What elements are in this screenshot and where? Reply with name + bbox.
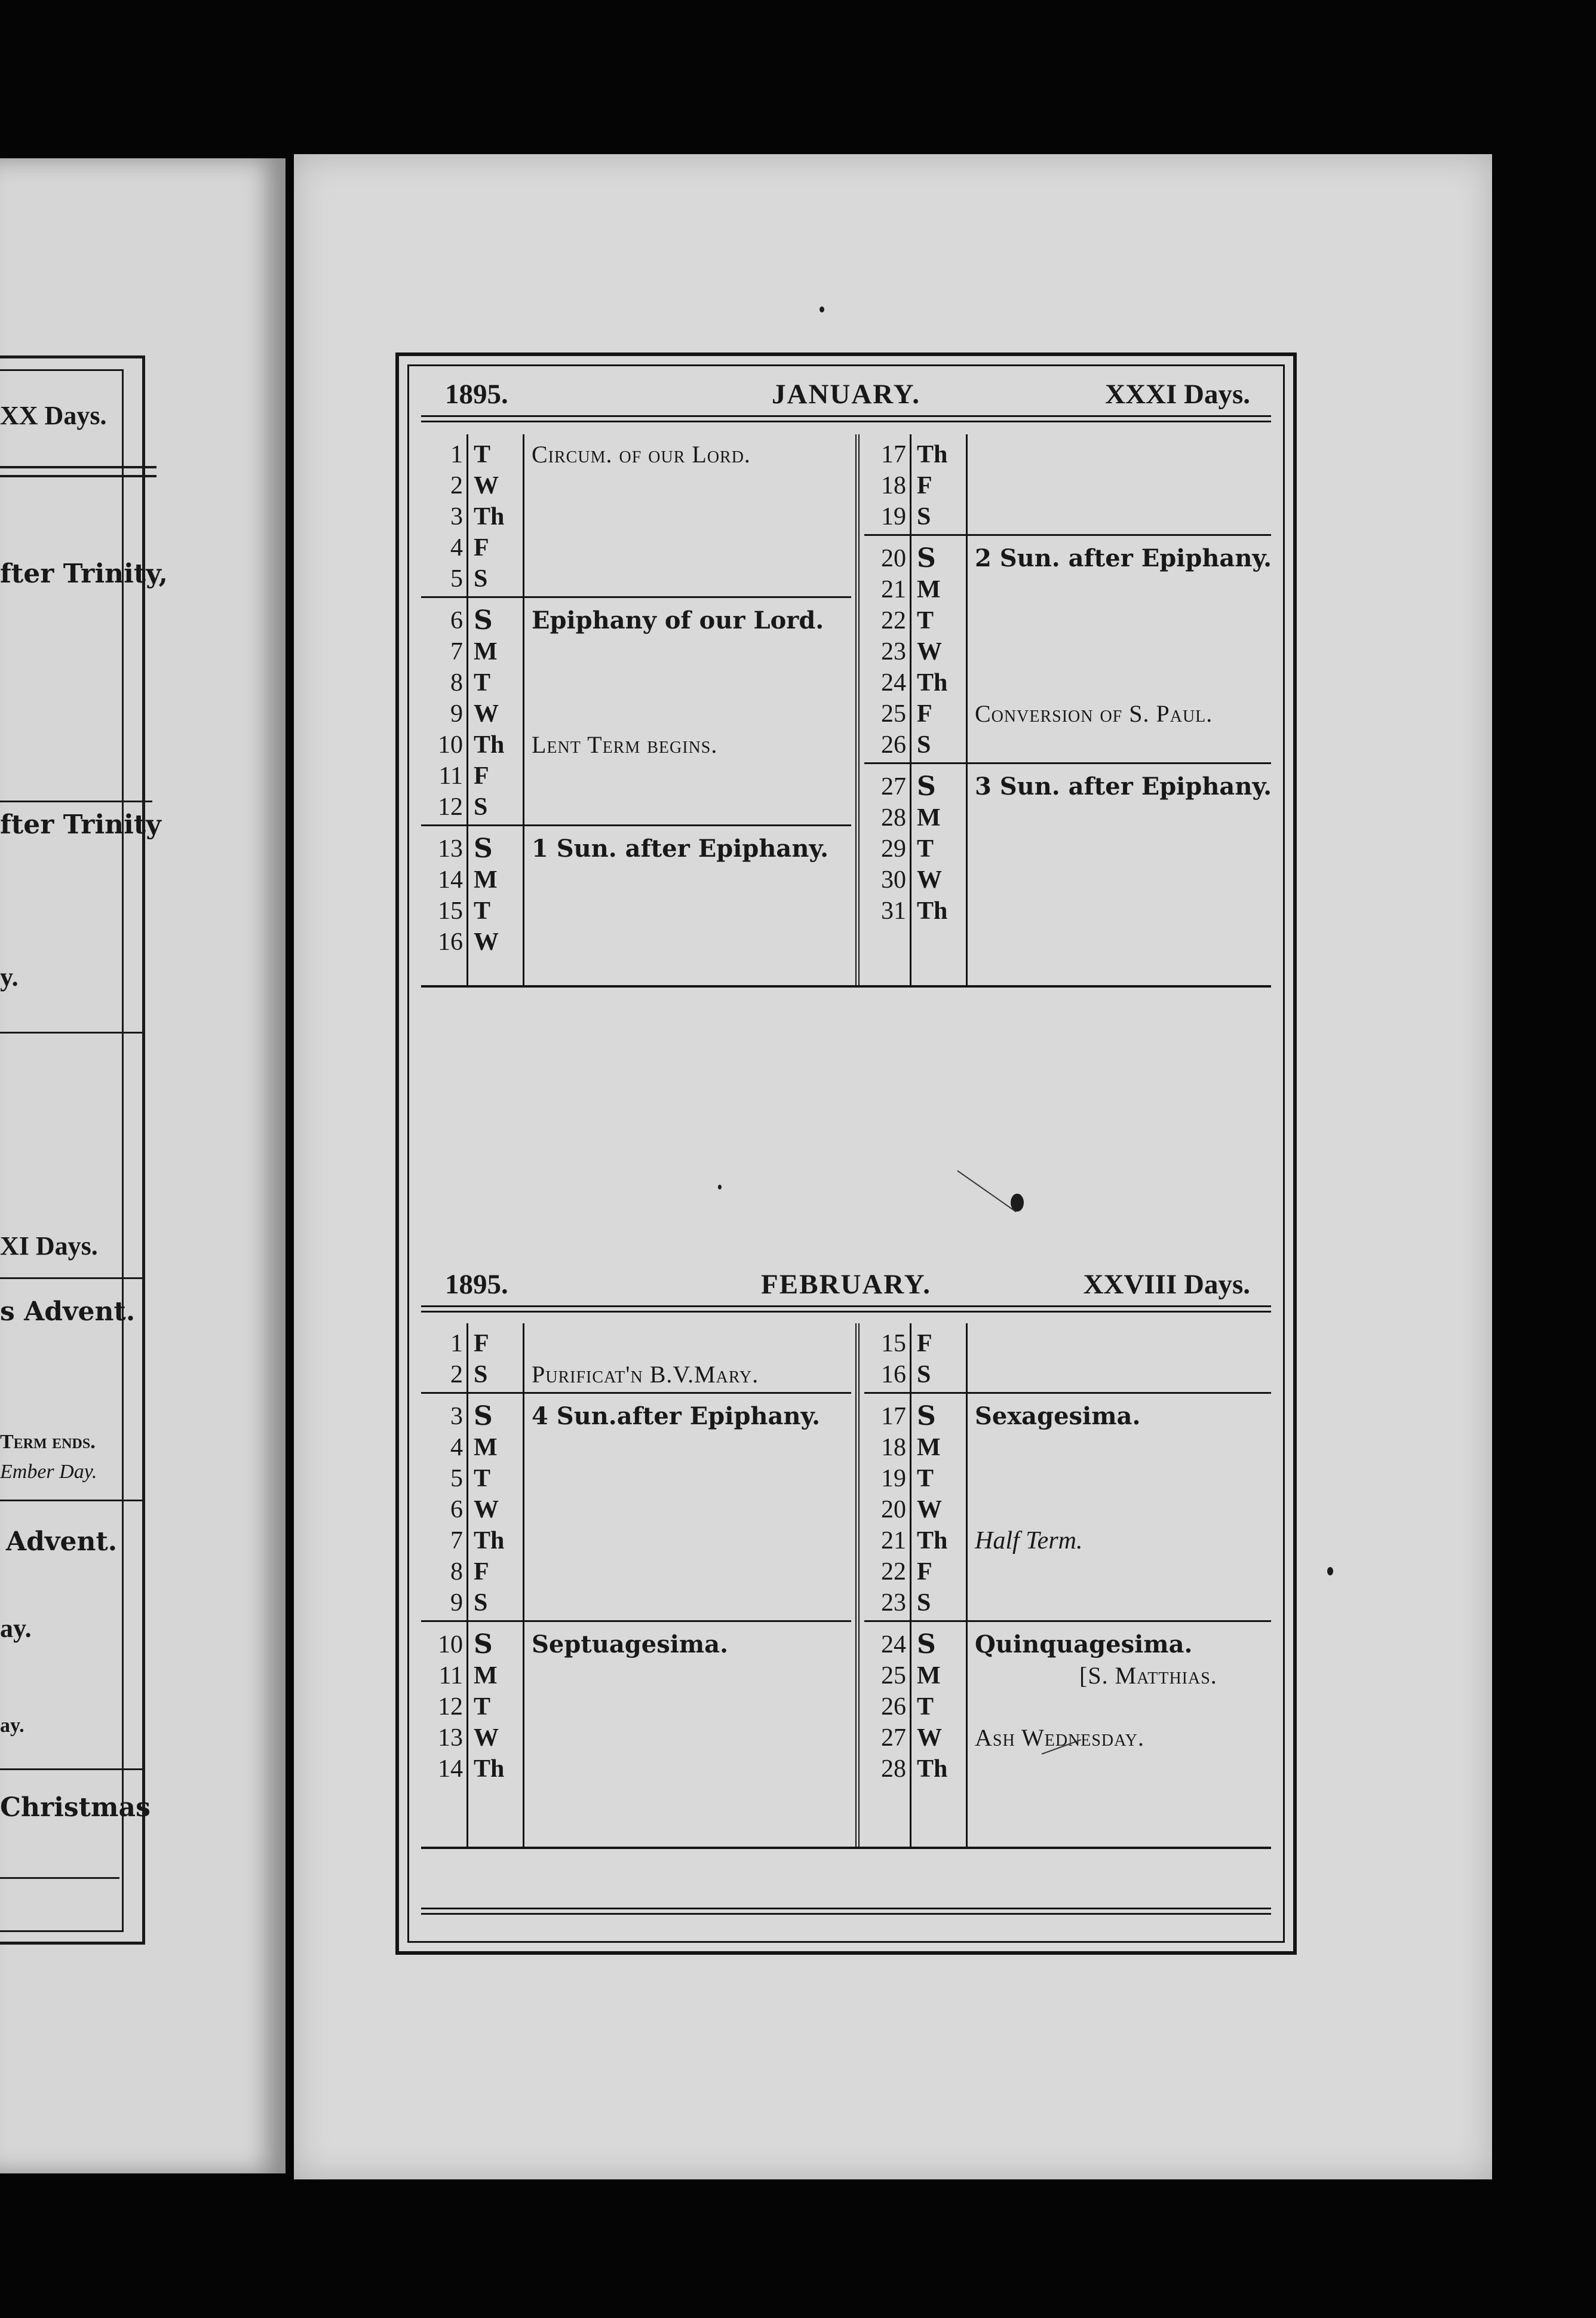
left-ay-2: ay. xyxy=(0,1715,24,1737)
calendar-day-row xyxy=(864,833,1271,864)
day-number: 26 xyxy=(881,731,906,759)
weekday-letter: W xyxy=(917,1724,942,1752)
sunday-letter: S xyxy=(917,543,936,574)
left-rule xyxy=(0,1768,143,1770)
left-rule xyxy=(0,1500,143,1501)
day-number: 15 xyxy=(438,897,463,925)
week-separator xyxy=(421,1392,851,1394)
calendar-day-row xyxy=(421,1359,851,1390)
left-header-days-2: XI Days. xyxy=(0,1231,98,1261)
sunday-letter: S xyxy=(474,1401,493,1431)
calendar-day-row xyxy=(421,563,851,594)
day-number: 6 xyxy=(450,1496,463,1523)
weekday-letter: Th xyxy=(917,897,948,925)
calendar-day-row xyxy=(421,532,851,563)
ink-speck xyxy=(718,1185,722,1189)
weekday-letter: S xyxy=(474,565,488,593)
calendar-day-row xyxy=(421,1587,851,1618)
left-header-days: XX Days. xyxy=(0,401,107,430)
calendar-page xyxy=(294,154,1492,2179)
january-days-count: XXXI Days. xyxy=(1105,379,1250,410)
feast-entry: Purificat'n B.V.Mary. xyxy=(532,1361,759,1388)
january-first-half xyxy=(421,434,851,988)
day-number: 8 xyxy=(450,1558,463,1586)
day-number: 24 xyxy=(881,669,906,697)
calendar-day-row xyxy=(421,792,851,823)
weekday-letter: Th xyxy=(474,1527,505,1554)
page-bottom-rule xyxy=(421,1908,1271,1915)
calendar-day-row xyxy=(864,698,1271,729)
day-number: 25 xyxy=(881,700,906,728)
january-calendar xyxy=(421,434,1271,988)
day-number: 11 xyxy=(438,762,463,790)
calendar-day-row xyxy=(421,1401,851,1432)
calendar-day-row xyxy=(864,864,1271,896)
left-advent-1: s Advent. xyxy=(0,1296,136,1327)
calendar-day-row xyxy=(421,439,851,470)
day-number: 27 xyxy=(881,1724,906,1752)
weekday-letter: Th xyxy=(474,1755,505,1783)
ink-speck xyxy=(820,306,824,312)
weekday-letter: T xyxy=(474,1693,491,1721)
day-number: 7 xyxy=(450,638,463,666)
weekday-letter: T xyxy=(917,1693,934,1721)
weekday-letter: W xyxy=(917,1496,942,1523)
day-number: 2 xyxy=(450,1361,463,1388)
calendar-day-row xyxy=(864,1328,1271,1359)
day-number: 8 xyxy=(450,669,463,697)
day-number: 5 xyxy=(450,1465,463,1492)
calendar-day-row xyxy=(864,605,1271,636)
calendar-day-row xyxy=(421,1556,851,1587)
weekday-letter: M xyxy=(474,866,498,894)
calendar-day-row xyxy=(864,636,1271,667)
weekday-letter: W xyxy=(474,1496,499,1523)
left-after-trinity-2: fter Trinity xyxy=(0,810,161,840)
weekday-letter: T xyxy=(474,897,491,925)
feast-entry: 4 Sun.after Epiphany. xyxy=(532,1402,821,1430)
day-number: 21 xyxy=(881,1527,906,1554)
weekday-letter: M xyxy=(917,576,941,603)
day-number: 25 xyxy=(881,1662,906,1690)
weekday-letter: Th xyxy=(474,731,505,759)
calendar-day-row xyxy=(421,1494,851,1525)
day-number: 26 xyxy=(881,1693,906,1721)
week-separator xyxy=(421,1620,851,1622)
feast-entry: Epiphany of our Lord. xyxy=(532,606,824,634)
sunday-letter: S xyxy=(917,1629,936,1660)
weekday-letter: T xyxy=(917,1465,934,1492)
left-christmas: Christmas xyxy=(0,1792,151,1823)
day-number: 20 xyxy=(881,545,906,572)
weekday-letter: S xyxy=(917,503,931,531)
february-calendar xyxy=(421,1323,1271,1849)
weekday-letter: S xyxy=(474,1361,488,1388)
february-header xyxy=(409,1256,1283,1305)
feast-entry: Septuagesima. xyxy=(532,1630,729,1658)
left-rule xyxy=(0,801,152,802)
week-separator xyxy=(421,824,851,826)
february-bottom-rule xyxy=(421,1847,1271,1849)
left-page-frame xyxy=(0,355,145,1945)
calendar-day-row xyxy=(421,729,851,761)
ink-speck xyxy=(1327,1567,1333,1575)
week-separator xyxy=(864,534,1271,536)
week-separator xyxy=(421,596,851,598)
day-number: 13 xyxy=(438,835,463,863)
weekday-letter: F xyxy=(474,534,489,562)
day-number: 14 xyxy=(438,866,463,894)
sunday-letter: S xyxy=(917,771,936,802)
weekday-letter: F xyxy=(917,472,932,499)
weekday-letter: F xyxy=(474,762,489,790)
day-number: 3 xyxy=(450,1403,463,1430)
weekday-letter: T xyxy=(917,835,934,863)
calendar-day-row xyxy=(421,1328,851,1359)
calendar-day-row xyxy=(864,1660,1271,1691)
day-number: 19 xyxy=(881,1465,906,1492)
calendar-day-row xyxy=(421,864,851,896)
calendar-day-row xyxy=(864,1401,1271,1432)
day-number: 28 xyxy=(881,1755,906,1783)
weekday-letter: Th xyxy=(917,441,948,468)
calendar-day-row xyxy=(864,1494,1271,1525)
left-rule xyxy=(0,1277,143,1279)
february-first-half xyxy=(421,1323,851,1849)
day-number: 5 xyxy=(450,565,463,593)
day-number: 13 xyxy=(438,1724,463,1752)
february-second-half xyxy=(864,1323,1271,1849)
left-rule xyxy=(0,1032,143,1034)
weekday-letter: M xyxy=(474,638,498,666)
feast-entry: 2 Sun. after Epiphany. xyxy=(975,544,1272,572)
weekday-letter: W xyxy=(474,928,499,956)
weekday-letter: S xyxy=(474,1589,488,1617)
weekday-letter: M xyxy=(474,1662,498,1690)
calendar-day-row xyxy=(421,1691,851,1722)
calendar-day-row xyxy=(421,636,851,667)
calendar-day-row xyxy=(864,543,1271,574)
calendar-day-row xyxy=(864,1525,1271,1556)
weekday-letter: F xyxy=(917,1558,932,1586)
page-outer-frame xyxy=(395,352,1297,1955)
day-number: 19 xyxy=(881,503,906,531)
weekday-letter: W xyxy=(474,472,499,499)
calendar-day-row xyxy=(421,1660,851,1691)
day-number: 10 xyxy=(438,1631,463,1658)
left-page-inner-frame xyxy=(0,369,124,1932)
day-number: 20 xyxy=(881,1496,906,1523)
feast-entry: Circum. of our Lord. xyxy=(532,441,751,468)
calendar-day-row xyxy=(864,439,1271,470)
feast-entry: Ash Wednesday. xyxy=(975,1724,1145,1751)
weekday-letter: Th xyxy=(917,1527,948,1554)
day-number: 18 xyxy=(881,472,906,499)
day-number: 21 xyxy=(881,576,906,603)
day-number: 16 xyxy=(881,1361,906,1388)
sunday-letter: S xyxy=(917,1401,936,1431)
calendar-day-row xyxy=(864,1359,1271,1390)
left-page-fragment xyxy=(0,158,286,2173)
feast-entry: Conversion of S. Paul. xyxy=(975,700,1213,727)
weekday-letter: S xyxy=(917,1589,931,1617)
day-number: 22 xyxy=(881,607,906,634)
weekday-letter: W xyxy=(917,866,942,894)
feast-entry: 1 Sun. after Epiphany. xyxy=(532,835,828,863)
calendar-day-row xyxy=(421,1722,851,1753)
weekday-letter: F xyxy=(474,1330,489,1357)
february-month-title: FEBRUARY. xyxy=(761,1269,931,1300)
weekday-letter: Th xyxy=(917,669,948,697)
february-header-rule xyxy=(421,1305,1271,1313)
calendar-day-row xyxy=(421,761,851,792)
january-bottom-rule xyxy=(421,985,1271,988)
calendar-day-row xyxy=(864,1753,1271,1785)
weekday-letter: T xyxy=(474,1465,491,1492)
calendar-day-row xyxy=(421,1629,851,1660)
feast-entry: Lent Term begins. xyxy=(532,731,718,758)
weekday-letter: Th xyxy=(917,1755,948,1783)
day-number: 1 xyxy=(450,441,463,468)
calendar-day-row xyxy=(864,470,1271,501)
weekday-letter: W xyxy=(474,700,499,728)
weekday-letter: S xyxy=(474,793,488,821)
day-number: 4 xyxy=(450,534,463,562)
calendar-day-row xyxy=(864,667,1271,698)
calendar-day-row xyxy=(421,1525,851,1556)
day-number: 9 xyxy=(450,1589,463,1617)
week-separator xyxy=(864,1620,1271,1622)
calendar-day-row xyxy=(421,896,851,927)
calendar-day-row xyxy=(864,1587,1271,1618)
sunday-letter: S xyxy=(474,833,493,864)
sunday-letter: S xyxy=(474,605,493,636)
calendar-day-row xyxy=(864,1691,1271,1722)
weekday-letter: S xyxy=(917,1361,931,1388)
weekday-letter: W xyxy=(917,638,942,666)
day-number: 28 xyxy=(881,804,906,832)
left-ay-1: ay. xyxy=(0,1614,32,1643)
feast-entry: [S. Matthias. xyxy=(1079,1662,1217,1689)
day-number: 14 xyxy=(438,1755,463,1783)
calendar-day-row xyxy=(864,771,1271,802)
day-number: 24 xyxy=(881,1631,906,1658)
calendar-day-row xyxy=(864,802,1271,833)
day-number: 10 xyxy=(438,731,463,759)
day-number: 17 xyxy=(881,1403,906,1430)
weekday-letter: F xyxy=(474,1558,489,1586)
week-separator xyxy=(864,762,1271,764)
weekday-letter: T xyxy=(474,669,491,697)
calendar-day-row xyxy=(421,470,851,501)
page-inner-frame xyxy=(407,364,1285,1943)
day-number: 30 xyxy=(881,866,906,894)
weekday-letter: F xyxy=(917,700,932,728)
day-number: 29 xyxy=(881,835,906,863)
calendar-day-row xyxy=(864,1463,1271,1494)
calendar-day-row xyxy=(864,501,1271,532)
day-number: 18 xyxy=(881,1434,906,1461)
day-number: 16 xyxy=(438,928,463,956)
weekday-letter: M xyxy=(474,1434,498,1461)
january-header-rule xyxy=(421,415,1271,422)
february-year: 1895. xyxy=(445,1269,508,1300)
left-advent-2: Advent. xyxy=(6,1526,118,1557)
left-after-trinity-1: fter Trinity, xyxy=(0,559,168,589)
feast-entry: Half Term. xyxy=(975,1527,1083,1554)
weekday-letter: M xyxy=(917,1662,941,1690)
day-number: 4 xyxy=(450,1434,463,1461)
calendar-day-row xyxy=(421,1463,851,1494)
day-number: 11 xyxy=(438,1662,463,1690)
day-number: 31 xyxy=(881,897,906,925)
january-second-half xyxy=(864,434,1271,988)
january-year: 1895. xyxy=(445,379,508,410)
sunday-letter: S xyxy=(474,1629,493,1660)
day-number: 12 xyxy=(438,1693,463,1721)
day-number: 3 xyxy=(450,503,463,531)
day-number: 27 xyxy=(881,773,906,801)
february-days-count: XXVIII Days. xyxy=(1083,1269,1250,1300)
left-fragment-y: y. xyxy=(0,962,19,992)
feast-entry: Sexagesima. xyxy=(975,1402,1141,1430)
calendar-day-row xyxy=(864,1556,1271,1587)
january-month-title: JANUARY. xyxy=(772,379,920,410)
calendar-day-row xyxy=(864,1432,1271,1463)
left-rule xyxy=(0,1877,119,1879)
calendar-day-row xyxy=(864,896,1271,927)
day-number: 2 xyxy=(450,472,463,499)
day-number: 7 xyxy=(450,1527,463,1554)
calendar-day-row xyxy=(421,698,851,729)
left-ember-day: Ember Day. xyxy=(0,1461,97,1483)
feast-entry: Quinquagesima. xyxy=(975,1630,1193,1658)
calendar-day-row xyxy=(864,574,1271,605)
left-rule xyxy=(0,466,156,468)
calendar-day-row xyxy=(864,729,1271,761)
calendar-day-row xyxy=(421,667,851,698)
week-separator xyxy=(864,1392,1271,1394)
day-number: 23 xyxy=(881,638,906,666)
day-number: 12 xyxy=(438,793,463,821)
calendar-day-row xyxy=(421,501,851,532)
day-number: 15 xyxy=(881,1330,906,1357)
january-header xyxy=(409,366,1283,415)
left-rule xyxy=(0,475,156,477)
day-number: 1 xyxy=(450,1330,463,1357)
calendar-day-row xyxy=(864,1629,1271,1660)
day-number: 22 xyxy=(881,1558,906,1586)
day-number: 9 xyxy=(450,700,463,728)
calendar-day-row xyxy=(421,1753,851,1785)
calendar-day-row xyxy=(421,833,851,864)
weekday-letter: M xyxy=(917,804,941,832)
feast-entry: 3 Sun. after Epiphany. xyxy=(975,772,1272,801)
day-number: 17 xyxy=(881,441,906,468)
day-number: 23 xyxy=(881,1589,906,1617)
weekday-letter: Th xyxy=(474,503,505,531)
weekday-letter: T xyxy=(474,441,491,468)
weekday-letter: T xyxy=(917,607,934,634)
calendar-day-row xyxy=(421,605,851,636)
weekday-letter: F xyxy=(917,1330,932,1357)
calendar-day-row xyxy=(421,1432,851,1463)
left-term-ends: Term ends. xyxy=(0,1431,96,1453)
weekday-letter: S xyxy=(917,731,931,759)
day-number: 6 xyxy=(450,607,463,634)
calendar-day-row xyxy=(864,1722,1271,1753)
weekday-letter: M xyxy=(917,1434,941,1461)
weekday-letter: W xyxy=(474,1724,499,1752)
calendar-day-row xyxy=(421,927,851,958)
